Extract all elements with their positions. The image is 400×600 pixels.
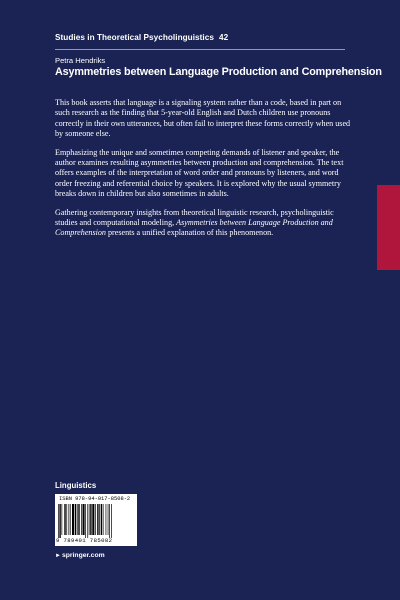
barcode-bar [59,504,60,538]
barcode-bar [85,504,86,538]
blurb-p3-pre: Gathering contemporary insights from theoretical linguistic research, psycholinguistic studies and computational modeling, [55,207,334,228]
barcode-bar [103,504,104,535]
barcode-bar [109,504,110,538]
barcode-bar [108,504,109,535]
barcode-bar [78,504,79,535]
barcode-bar [70,504,71,535]
subject-category: Linguistics [55,481,97,490]
blurb-paragraph-1: This book asserts that language is a signaling system rather than a code, based in part on such research as the finding that 5-year-old English and Dutch children use pronouns correctly in their own utterances, but often fail to interpret these forms correctly when used by someone else. [55,98,351,139]
barcode-bar [111,504,112,538]
arrow-icon: ► [55,553,61,559]
barcode-bar [92,504,94,535]
series-line [55,33,228,42]
book-title: Asymmetries between Language Production and Comprehension [55,66,382,78]
barcode-bar [87,504,88,538]
blurb-paragraph-2: Emphasizing the unique and sometimes competing demands of listener and speaker, the author examines resulting asymmetries between production and comprehension. The text offers examples of the interpretation of word order and pronouns by listeners, and word order freezing and referential choice by speakers. It is explored why the usual symmetry breaks down in children but also sometimes in adults. [55,147,344,199]
series-divider [55,49,345,50]
barcode-bar [106,504,107,535]
barcode-bar [58,504,59,538]
barcode-bar [81,504,82,535]
barcode-bar [97,504,98,535]
blurb-p3-title: Asymmetries between Language Production and Comprehension [55,218,333,238]
barcode-bar [75,504,76,535]
series-name: Studies in Theoretical Psycholinguistics [55,33,214,42]
barcode-bar [62,504,63,535]
barcode-bar [90,504,91,535]
barcode-graphic [58,504,134,538]
barcode-bar [95,504,96,535]
barcode-bar [101,504,102,535]
publisher-link[interactable] [55,552,105,559]
barcode-block [55,494,137,546]
publisher-url: springer.com [61,552,105,559]
blurb-p3-post: presents a unified explanation of this phenomenon. [105,228,274,238]
barcode-bar [89,504,90,535]
barcode-bar [99,504,100,535]
accent-tab [377,185,400,270]
barcode-bar [64,504,65,535]
author-name: Petra Hendriks [55,56,106,65]
isbn-text: ISBN 978-94-017-8508-2 [59,496,131,502]
barcode-bar [72,504,74,535]
barcode-bar [66,504,67,535]
blurb [55,98,352,247]
barcode-bar [69,504,70,535]
barcode-bar [83,504,85,535]
barcode-bar [77,504,78,535]
series-volume: 42 [218,33,229,42]
blurb-paragraph-3 [55,208,352,239]
ean-digits: 9 789401 785082 [56,537,113,544]
